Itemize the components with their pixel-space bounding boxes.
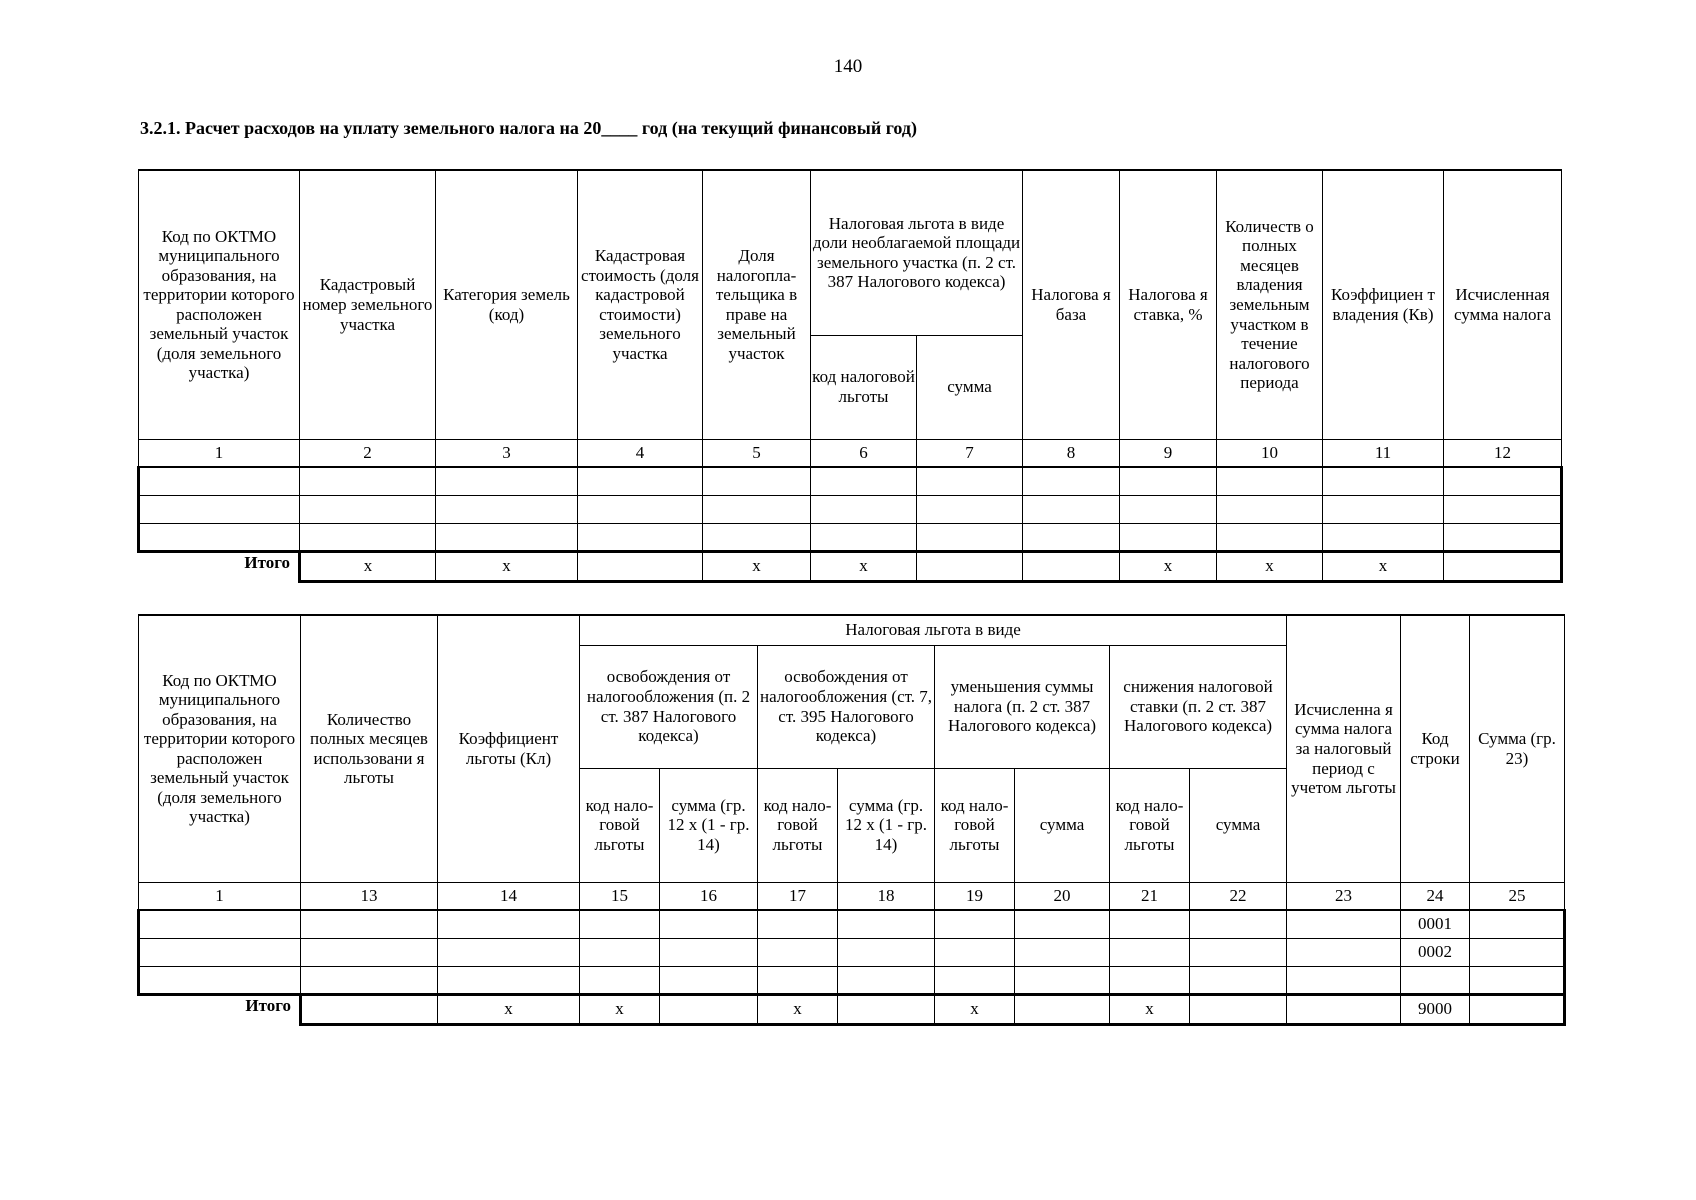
column-number: 20 <box>1015 882 1110 910</box>
data-cell[interactable] <box>917 467 1023 495</box>
data-cell[interactable] <box>436 523 578 551</box>
column-number: 15 <box>580 882 660 910</box>
column-number: 11 <box>1323 439 1444 467</box>
column-number: 4 <box>578 439 703 467</box>
data-cell[interactable] <box>438 938 580 966</box>
column-number: 1 <box>139 882 301 910</box>
total-cell[interactable]: x <box>1217 551 1323 581</box>
data-cell[interactable] <box>1015 966 1110 994</box>
data-cell[interactable] <box>1015 910 1110 938</box>
column-number: 16 <box>660 882 758 910</box>
column-number: 21 <box>1110 882 1190 910</box>
column-number: 9 <box>1120 439 1217 467</box>
total-cell[interactable] <box>1190 994 1287 1024</box>
data-cell[interactable] <box>703 495 811 523</box>
data-cell[interactable] <box>300 495 436 523</box>
column-number: 18 <box>838 882 935 910</box>
data-cell[interactable] <box>1110 910 1190 938</box>
header-benefit-area-share: Налоговая льгота в виде доли необлагаемой площади земельного участка (п. 2 ст. 387 Налогового кодекса) <box>811 170 1023 335</box>
data-cell[interactable] <box>758 938 838 966</box>
total-cell[interactable]: x <box>811 551 917 581</box>
total-cell[interactable]: x <box>935 994 1015 1024</box>
data-cell[interactable] <box>300 467 436 495</box>
data-cell[interactable] <box>703 523 811 551</box>
data-cell[interactable] <box>811 523 917 551</box>
data-cell[interactable] <box>139 467 300 495</box>
data-cell[interactable] <box>660 966 758 994</box>
header-benefit-months: Количество полных месяцев использовани я льготы <box>301 615 438 882</box>
total-cell[interactable]: x <box>580 994 660 1024</box>
header-benefit-code: код нало-говой льготы <box>580 768 660 882</box>
header-exemption-395: освобождения от налогообложения (ст. 7, ст. 395 Налогового кодекса) <box>758 645 935 768</box>
data-cell[interactable] <box>1015 938 1110 966</box>
data-cell[interactable] <box>1217 495 1323 523</box>
column-number: 23 <box>1287 882 1401 910</box>
total-cell[interactable] <box>660 994 758 1024</box>
data-cell[interactable] <box>917 495 1023 523</box>
header-land-category: Категория земель (код) <box>436 170 578 439</box>
total-cell[interactable]: x <box>438 994 580 1024</box>
data-cell[interactable] <box>301 966 438 994</box>
data-cell[interactable] <box>935 910 1015 938</box>
header-benefit-code: код нало-говой льготы <box>1110 768 1190 882</box>
data-cell[interactable] <box>139 495 300 523</box>
column-number: 13 <box>301 882 438 910</box>
column-number: 5 <box>703 439 811 467</box>
total-cell[interactable] <box>1444 551 1562 581</box>
header-ownership-coefficient: Коэффициен т владения (Кв) <box>1323 170 1444 439</box>
data-cell[interactable] <box>1287 910 1401 938</box>
column-number: 25 <box>1470 882 1565 910</box>
data-cell[interactable] <box>300 523 436 551</box>
header-exemption-387: освобождения от налогообложения (п. 2 ст. 387 Налогового кодекса) <box>580 645 758 768</box>
table-row <box>139 467 1562 495</box>
data-cell[interactable] <box>1217 523 1323 551</box>
data-cell[interactable] <box>580 966 660 994</box>
data-cell[interactable] <box>1190 966 1287 994</box>
header-oktmo: Код по ОКТМО муниципального образования, на территории которого расположен земельный участок (доля земельного участка) <box>139 170 300 439</box>
data-cell[interactable] <box>580 910 660 938</box>
column-number: 1 <box>139 439 300 467</box>
column-number: 2 <box>300 439 436 467</box>
column-number: 3 <box>436 439 578 467</box>
data-cell[interactable] <box>1217 467 1323 495</box>
header-tax-rate: Налогова я ставка, % <box>1120 170 1217 439</box>
row-code: 0001 <box>1401 910 1470 938</box>
total-row <box>139 994 1565 1024</box>
page-number: 140 <box>833 56 863 77</box>
column-number: 6 <box>811 439 917 467</box>
table-row <box>139 523 1562 551</box>
header-benefit-coefficient: Коэффициент льготы (Кл) <box>438 615 580 882</box>
data-cell[interactable] <box>1120 467 1217 495</box>
column-number: 24 <box>1401 882 1470 910</box>
total-cell[interactable]: x <box>758 994 838 1024</box>
data-cell[interactable] <box>838 966 935 994</box>
land-tax-table-part-2 <box>137 614 1566 1026</box>
column-number: 22 <box>1190 882 1287 910</box>
data-cell[interactable] <box>139 910 301 938</box>
header-months-owned: Количеств о полных месяцев владения земельным участком в течение налогового периода <box>1217 170 1323 439</box>
data-cell[interactable] <box>1023 467 1120 495</box>
data-cell[interactable] <box>1110 938 1190 966</box>
table-row <box>139 938 1565 966</box>
data-cell[interactable] <box>436 467 578 495</box>
data-cell[interactable] <box>935 966 1015 994</box>
total-row <box>139 551 1562 581</box>
data-cell[interactable] <box>660 938 758 966</box>
total-cell[interactable] <box>1470 994 1565 1024</box>
data-cell[interactable] <box>1190 910 1287 938</box>
total-cell[interactable] <box>917 551 1023 581</box>
data-cell[interactable] <box>1323 495 1444 523</box>
data-cell[interactable] <box>438 966 580 994</box>
data-cell[interactable] <box>838 938 935 966</box>
data-cell[interactable] <box>580 938 660 966</box>
header-benefit-sum: сумма (гр. 12 x (1 - гр. 14) <box>838 768 935 882</box>
header-benefit-sum: сумма <box>917 335 1023 439</box>
header-benefit-code: код нало-говой льготы <box>758 768 838 882</box>
data-cell[interactable] <box>578 523 703 551</box>
total-label: Итого <box>139 551 300 581</box>
data-cell[interactable] <box>703 467 811 495</box>
header-sum: Сумма (гр. 23) <box>1470 615 1565 882</box>
total-cell[interactable] <box>578 551 703 581</box>
column-number: 12 <box>1444 439 1562 467</box>
data-cell[interactable] <box>935 938 1015 966</box>
data-cell[interactable] <box>1023 523 1120 551</box>
total-cell[interactable] <box>301 994 438 1024</box>
data-cell[interactable] <box>917 523 1023 551</box>
data-cell[interactable] <box>1444 495 1562 523</box>
data-cell[interactable] <box>1470 910 1565 938</box>
data-cell[interactable] <box>139 523 300 551</box>
column-number: 19 <box>935 882 1015 910</box>
header-benefit-code: код нало-говой льготы <box>935 768 1015 882</box>
data-cell[interactable] <box>438 910 580 938</box>
total-label: Итого <box>139 994 301 1024</box>
header-oktmo: Код по ОКТМО муниципального образования, на территории которого расположен земельный участок (доля земельного участка) <box>139 615 301 882</box>
data-cell[interactable] <box>1023 495 1120 523</box>
total-cell[interactable] <box>1015 994 1110 1024</box>
data-cell[interactable] <box>578 467 703 495</box>
data-cell[interactable] <box>1120 495 1217 523</box>
table-row <box>139 910 1565 938</box>
data-cell[interactable] <box>660 910 758 938</box>
header-cadastral-value: Кадастровая стоимость (доля кадастровой стоимости) земельного участка <box>578 170 703 439</box>
data-cell[interactable] <box>578 495 703 523</box>
data-cell[interactable] <box>436 495 578 523</box>
header-calculated-tax: Исчисленная сумма налога <box>1444 170 1562 439</box>
header-taxpayer-share: Доля налогопла-тельщика в праве на земельный участок <box>703 170 811 439</box>
column-number: 8 <box>1023 439 1120 467</box>
data-cell[interactable] <box>1470 966 1565 994</box>
header-benefit-group: Налоговая льгота в виде <box>580 615 1287 645</box>
column-number: 10 <box>1217 439 1323 467</box>
column-number: 7 <box>917 439 1023 467</box>
total-cell[interactable]: x <box>300 551 436 581</box>
column-number: 14 <box>438 882 580 910</box>
header-row-code: Код строки <box>1401 615 1470 882</box>
data-cell[interactable] <box>1110 966 1190 994</box>
data-cell[interactable] <box>1120 523 1217 551</box>
data-cell[interactable] <box>811 495 917 523</box>
header-calculated-tax-with-benefit: Исчисленна я сумма налога за налоговый период с учетом льготы <box>1287 615 1401 882</box>
data-cell[interactable] <box>139 966 301 994</box>
header-cadastral-number: Кадастровый номер земельного участка <box>300 170 436 439</box>
total-cell[interactable] <box>1287 994 1401 1024</box>
data-cell[interactable] <box>1444 523 1562 551</box>
data-cell[interactable] <box>811 467 917 495</box>
header-benefit-sum: сумма <box>1190 768 1287 882</box>
header-reduction-rate: снижения налоговой ставки (п. 2 ст. 387 Налогового кодекса) <box>1110 645 1287 768</box>
data-cell[interactable] <box>1287 966 1401 994</box>
data-cell[interactable] <box>1287 938 1401 966</box>
data-cell[interactable] <box>139 938 301 966</box>
total-row-code: 9000 <box>1401 994 1470 1024</box>
data-cell[interactable] <box>758 966 838 994</box>
header-benefit-sum: сумма <box>1015 768 1110 882</box>
table-row <box>139 495 1562 523</box>
data-cell[interactable] <box>1470 938 1565 966</box>
header-tax-base: Налогова я база <box>1023 170 1120 439</box>
total-cell[interactable] <box>1023 551 1120 581</box>
header-benefit-sum: сумма (гр. 12 x (1 - гр. 14) <box>660 768 758 882</box>
document-title: 3.2.1. Расчет расходов на уплату земельного налога на 20____ год (на текущий финансовый год) <box>140 118 918 138</box>
total-cell[interactable]: x <box>1120 551 1217 581</box>
table-row <box>139 966 1565 994</box>
row-code <box>1401 966 1470 994</box>
data-cell[interactable] <box>758 910 838 938</box>
data-cell[interactable] <box>1444 467 1562 495</box>
data-cell[interactable] <box>301 938 438 966</box>
total-cell[interactable]: x <box>703 551 811 581</box>
total-cell[interactable]: x <box>1323 551 1444 581</box>
total-cell[interactable]: x <box>436 551 578 581</box>
header-benefit-code: код налоговой льготы <box>811 335 917 439</box>
total-cell[interactable]: x <box>1110 994 1190 1024</box>
data-cell[interactable] <box>838 910 935 938</box>
data-cell[interactable] <box>1323 467 1444 495</box>
total-cell[interactable] <box>838 994 935 1024</box>
data-cell[interactable] <box>1190 938 1287 966</box>
header-reduction-sum: уменьшения суммы налога (п. 2 ст. 387 Налогового кодекса) <box>935 645 1110 768</box>
data-cell[interactable] <box>1323 523 1444 551</box>
data-cell[interactable] <box>301 910 438 938</box>
column-number: 17 <box>758 882 838 910</box>
row-code: 0002 <box>1401 938 1470 966</box>
land-tax-table-part-1 <box>137 169 1563 583</box>
